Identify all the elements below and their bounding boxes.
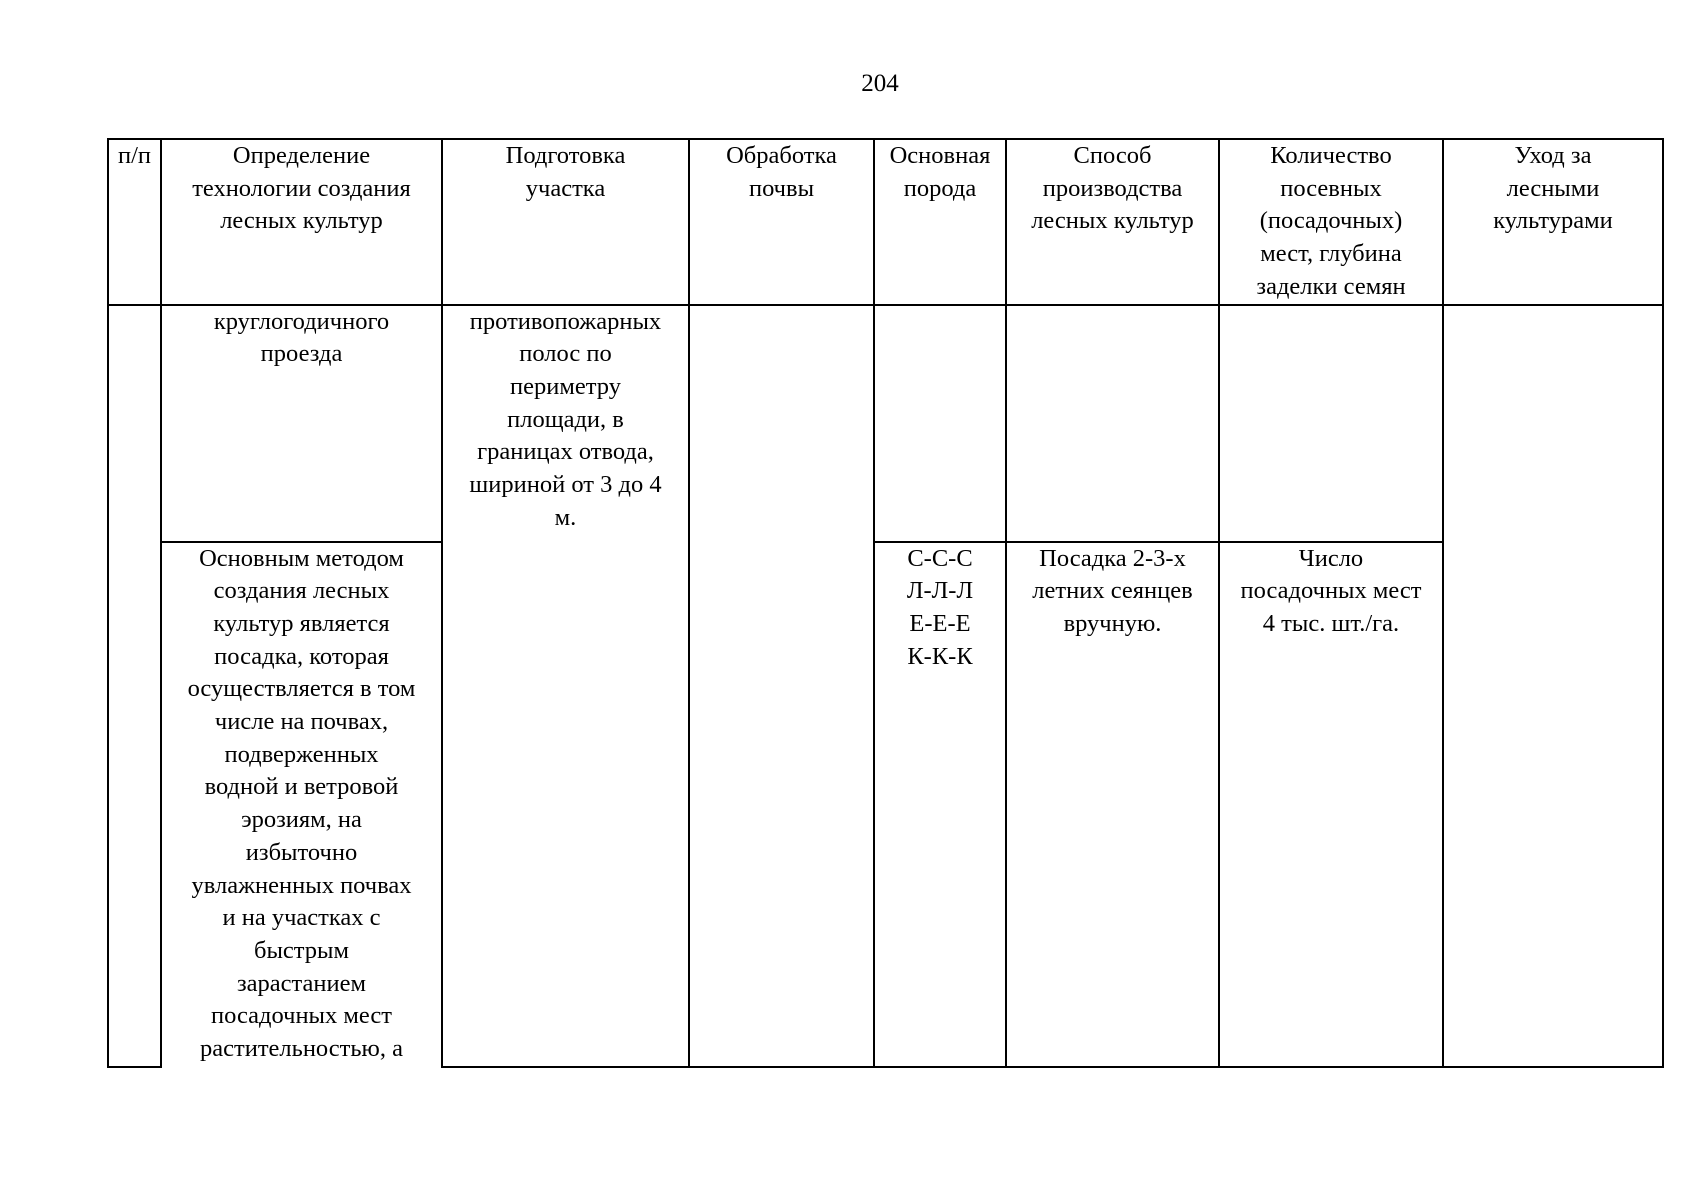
page-number: 204 [861, 70, 899, 97]
header-cell-method: Способ производства лесных культур [1006, 139, 1219, 305]
header-cell-care: Уход за лесными культурами [1443, 139, 1663, 305]
cell-quantity-2: Число посадочных мест 4 тыс. шт./га. [1219, 542, 1443, 1067]
cell-method-1 [1006, 305, 1219, 542]
header-cell-soil-treatment: Обработка почвы [689, 139, 874, 305]
cell-technology-2: Основным методом создания лесных культур является посадка, которая осуществляется в том числе на почвах, подверженных водной и ветровой эрозиям, на избыточно увлажненных почвах и на участках с быстрым зарастанием посадочных мест растительностью, а [161, 542, 442, 1067]
cell-soil-treatment [689, 305, 874, 1067]
cell-quantity-1 [1219, 305, 1443, 542]
cell-species-1 [874, 305, 1006, 542]
cell-preparation: противопожарных полос по периметру площади, в границах отвода, шириной от 3 до 4 м. [442, 305, 689, 1067]
forest-culture-table [107, 138, 1664, 1068]
header-cell-species: Основная порода [874, 139, 1006, 305]
cell-species-2: С-С-С Л-Л-Л Е-Е-Е К-К-К [874, 542, 1006, 1067]
cell-care [1443, 305, 1663, 1067]
cell-method-2: Посадка 2-3-х летних сеянцев вручную. [1006, 542, 1219, 1067]
header-cell-number: п/п [108, 139, 161, 305]
header-cell-preparation: Подготовка участка [442, 139, 689, 305]
cell-technology-1: круглогодичного проезда [161, 305, 442, 542]
header-cell-technology: Определение технологии создания лесных культур [161, 139, 442, 305]
table-row [108, 542, 1663, 1067]
header-cell-quantity: Количество посевных (посадочных) мест, глубина заделки семян [1219, 139, 1443, 305]
table-row [108, 305, 1663, 542]
table-header-row [108, 139, 1663, 305]
cell-number [108, 305, 161, 1067]
